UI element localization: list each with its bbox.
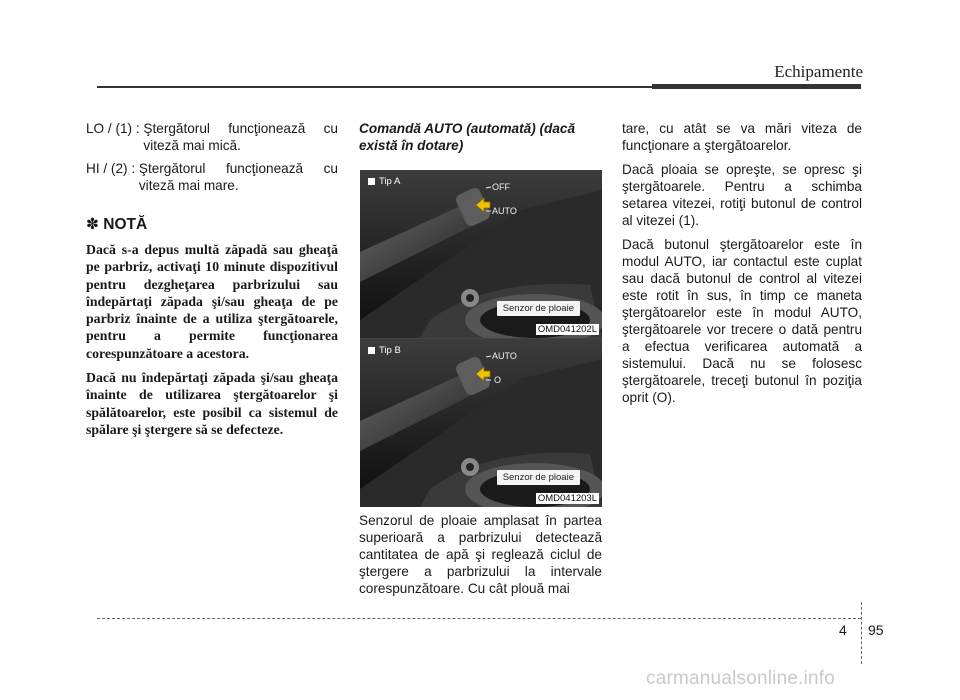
- page-number: 95: [868, 622, 884, 638]
- body-paragraph: tare, cu atât se va mări viteza de funcţionare a ştergătoarelor.: [622, 121, 862, 153]
- bullet-square-icon: [368, 178, 375, 185]
- right-column: [622, 120, 862, 413]
- middle-column-lower: [359, 512, 602, 604]
- rain-sensor-callout: Senzor de ploaie: [497, 470, 580, 485]
- body-paragraph: Dacă ploaia se opreşte, se opresc şi ştergătoarele. Pentru a schimba setarea vitezei, rotiţi butonul de control al vitezei (1).: [622, 162, 862, 228]
- middle-column: [359, 120, 602, 163]
- bullet-square-icon: [368, 347, 375, 354]
- watermark: carmanualsonline.info: [646, 668, 836, 689]
- note-paragraph: Dacă s-a depus multă zăpadă sau gheaţă pe parbriz, activaţi 10 minute dispozitivul pentru dezgheţarea parbrizului sau îndepărtaţi zăpada şi/sau gheaţa de pe parbriz înainte de a utiliza ştergătoarele, pentru a permite funcţionarea corespunzătoare a acestora.: [86, 242, 338, 361]
- wiper-switch-figure-type-b: [360, 338, 602, 507]
- definition-lo: [86, 120, 338, 154]
- wiper-switch-figure-type-a: [360, 170, 602, 338]
- figure-code: OMD041203L: [537, 493, 597, 504]
- figure-type-text: Tip A: [379, 176, 401, 187]
- left-column: [86, 120, 338, 445]
- svg-text:OFF: OFF: [492, 182, 510, 192]
- figure-code: OMD041202L: [537, 324, 597, 335]
- section-title: Echipamente: [774, 62, 863, 81]
- svg-text:AUTO: AUTO: [492, 351, 517, 361]
- footer-rule: [97, 618, 861, 619]
- definition-key: HI / (2) :: [86, 161, 139, 176]
- figure-type-text: Tip B: [379, 345, 401, 356]
- definition-key: LO / (1) :: [86, 121, 144, 136]
- note-title: ✽ NOTĂ: [86, 216, 148, 233]
- body-paragraph: Dacă butonul ştergătoarelor este în modul AUTO, iar contactul este cuplat sau dacă butonul de control al vitezei este rotit în sus, în timp ce maneta ştergătoarelor este în modul AUTO, ştergătoarele vor trecere o dată pentru a efectua verificarea automată a sistemului. Dacă nu se folosesc ştergătoarele, treceţi butonul în poziţia oprit (O).: [622, 237, 862, 405]
- figure-type-label: [368, 176, 400, 187]
- rain-sensor-callout: Senzor de ploaie: [497, 301, 580, 316]
- definition-hi: [86, 160, 338, 194]
- definition-text: Ştergătorul funcţionează cu viteză mai mică.: [143, 121, 338, 153]
- figure-type-label: [368, 345, 401, 356]
- header-rule-accent: [652, 84, 861, 89]
- chapter-number: 4: [839, 622, 847, 638]
- auto-mode-heading: Comandă AUTO (automată) (dacă există în dotare): [359, 121, 576, 153]
- svg-text:O: O: [494, 375, 502, 385]
- svg-text:AUTO: AUTO: [492, 206, 517, 216]
- rain-sensor-paragraph: Senzorul de ploaie amplasat în partea superioară a parbrizului detectează cantitatea de apă şi reglează ciclul de ştergere a parbrizului la intervale corespunzătoare. Cu cât plouă mai: [359, 513, 602, 596]
- definition-text: Ştergătorul funcţionează cu viteză mai mare.: [138, 161, 338, 193]
- note-paragraph: Dacă nu îndepărtaţi zăpada şi/sau gheaţa înainte de utilizarea ştergătoarelor şi spălătoarelor, este posibil ca sistemul de spălare şi ştergere să se defecteze.: [86, 370, 338, 437]
- page-divider: [861, 602, 862, 664]
